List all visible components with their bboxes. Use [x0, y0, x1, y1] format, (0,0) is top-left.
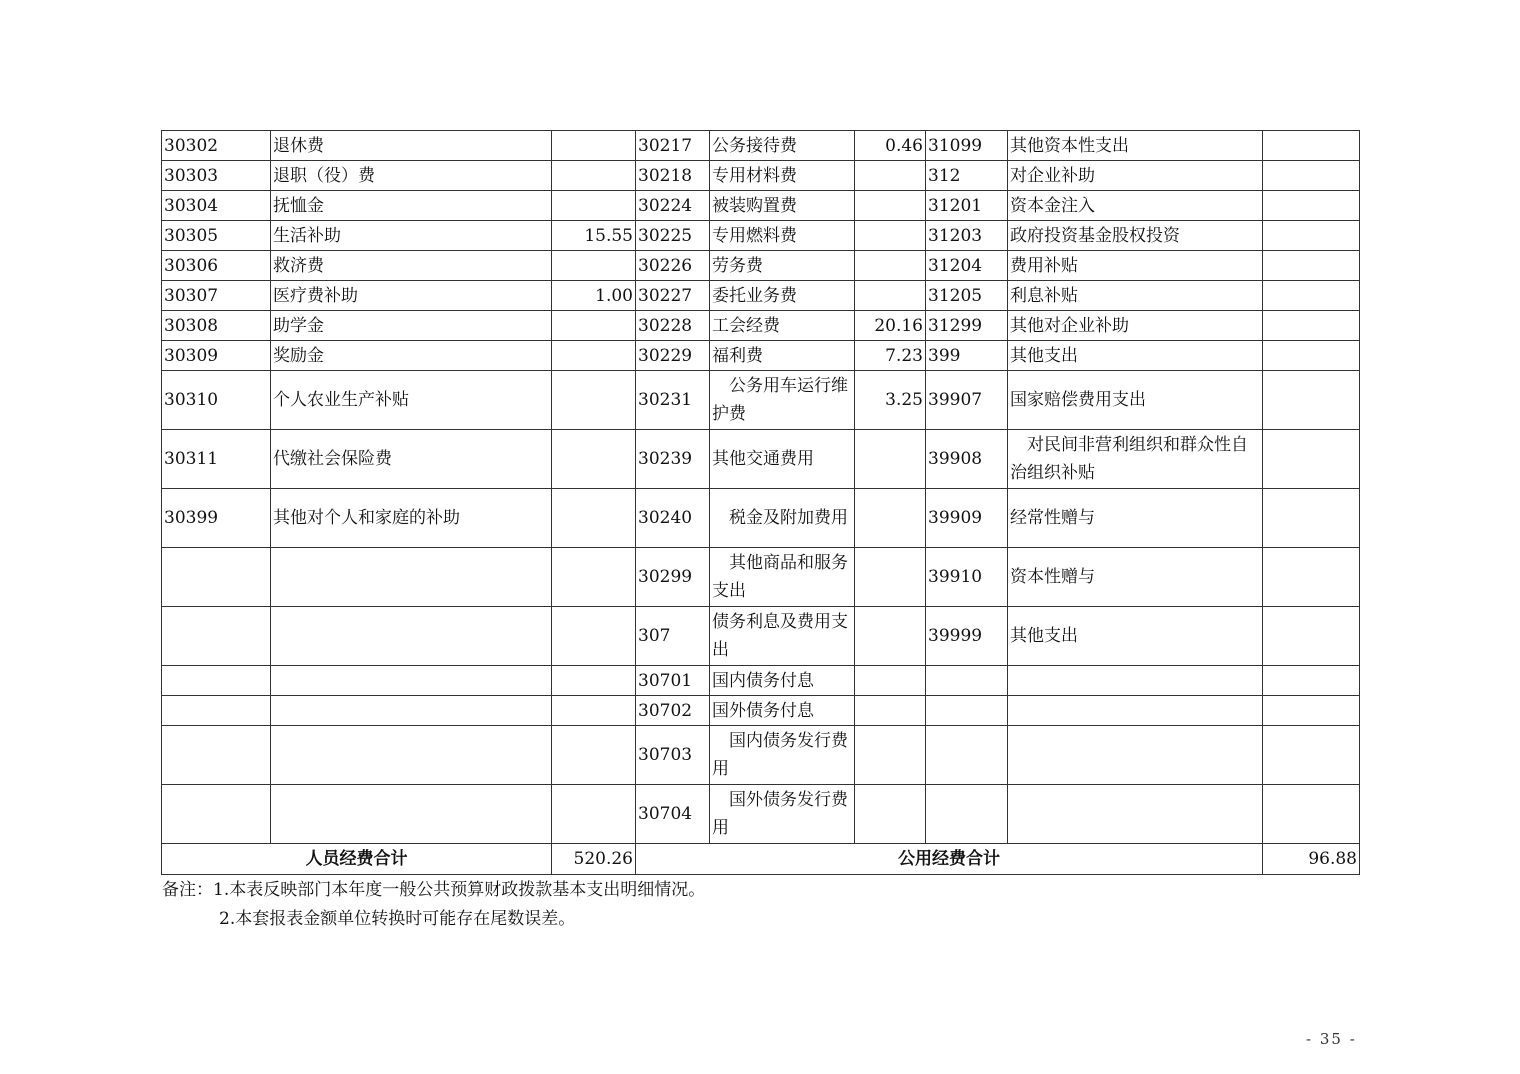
public-code: 30217 — [636, 131, 710, 161]
other-item — [1008, 726, 1263, 785]
public-item: 被装购置费 — [710, 191, 855, 221]
personnel-code: 30309 — [162, 341, 271, 371]
personnel-item: 个人农业生产补贴 — [271, 371, 552, 430]
other-item: 其他对企业补助 — [1008, 311, 1263, 341]
personnel-amount — [552, 696, 636, 726]
other-amount — [1263, 726, 1360, 785]
other-item: 国家赔偿费用支出 — [1008, 371, 1263, 430]
public-code: 30228 — [636, 311, 710, 341]
personnel-code: 30308 — [162, 311, 271, 341]
public-amount — [855, 607, 926, 666]
public-item: 其他交通费用 — [710, 430, 855, 489]
public-item: 福利费 — [710, 341, 855, 371]
personnel-item — [271, 548, 552, 607]
other-code — [926, 785, 1008, 844]
other-code: 399 — [926, 341, 1008, 371]
other-amount — [1263, 607, 1360, 666]
public-item: 专用燃料费 — [710, 221, 855, 251]
public-amount — [855, 221, 926, 251]
public-code: 30218 — [636, 161, 710, 191]
personnel-total-amount: 520.26 — [552, 844, 636, 875]
other-item: 对民间非营利组织和群众性自治组织补贴 — [1008, 430, 1263, 489]
public-item: 国外债务发行费用 — [710, 785, 855, 844]
personnel-code — [162, 548, 271, 607]
public-total-label: 公用经费合计 — [636, 844, 1263, 875]
other-amount — [1263, 191, 1360, 221]
public-code: 30231 — [636, 371, 710, 430]
personnel-code — [162, 726, 271, 785]
table-row — [162, 191, 1360, 221]
other-item: 政府投资基金股权投资 — [1008, 221, 1263, 251]
public-amount — [855, 666, 926, 696]
other-item: 其他支出 — [1008, 607, 1263, 666]
public-item: 税金及附加费用 — [710, 489, 855, 548]
table-row — [162, 666, 1360, 696]
other-item: 利息补贴 — [1008, 281, 1263, 311]
other-amount — [1263, 548, 1360, 607]
public-amount — [855, 785, 926, 844]
personnel-amount — [552, 191, 636, 221]
public-item: 劳务费 — [710, 251, 855, 281]
public-code: 30240 — [636, 489, 710, 548]
personnel-item: 退职（役）费 — [271, 161, 552, 191]
other-code: 31201 — [926, 191, 1008, 221]
public-amount — [855, 489, 926, 548]
other-amount — [1263, 131, 1360, 161]
public-item: 公务用车运行维护费 — [710, 371, 855, 430]
personnel-amount: 1.00 — [552, 281, 636, 311]
other-amount — [1263, 341, 1360, 371]
other-item — [1008, 666, 1263, 696]
other-code: 39909 — [926, 489, 1008, 548]
other-code: 39999 — [926, 607, 1008, 666]
other-amount — [1263, 371, 1360, 430]
other-item: 资本金注入 — [1008, 191, 1263, 221]
personnel-amount — [552, 161, 636, 191]
personnel-amount — [552, 341, 636, 371]
public-code: 30704 — [636, 785, 710, 844]
personnel-item: 助学金 — [271, 311, 552, 341]
public-item: 国外债务付息 — [710, 696, 855, 726]
public-code: 30226 — [636, 251, 710, 281]
personnel-item — [271, 696, 552, 726]
public-code: 30299 — [636, 548, 710, 607]
table-row — [162, 131, 1360, 161]
other-item — [1008, 785, 1263, 844]
public-amount — [855, 281, 926, 311]
public-code: 30701 — [636, 666, 710, 696]
other-amount — [1263, 311, 1360, 341]
other-code: 39910 — [926, 548, 1008, 607]
other-code: 31204 — [926, 251, 1008, 281]
public-item: 国内债务付息 — [710, 666, 855, 696]
public-amount: 0.46 — [855, 131, 926, 161]
other-code — [926, 726, 1008, 785]
public-code: 30229 — [636, 341, 710, 371]
personnel-code — [162, 696, 271, 726]
personnel-amount — [552, 489, 636, 548]
public-code: 30703 — [636, 726, 710, 785]
personnel-amount — [552, 726, 636, 785]
public-code: 307 — [636, 607, 710, 666]
other-amount — [1263, 489, 1360, 548]
personnel-code: 30306 — [162, 251, 271, 281]
personnel-item — [271, 785, 552, 844]
other-code — [926, 666, 1008, 696]
public-amount — [855, 548, 926, 607]
public-amount — [855, 726, 926, 785]
personnel-code: 30302 — [162, 131, 271, 161]
table-body — [162, 131, 1360, 875]
personnel-item: 医疗费补助 — [271, 281, 552, 311]
personnel-item: 其他对个人和家庭的补助 — [271, 489, 552, 548]
other-item: 其他资本性支出 — [1008, 131, 1263, 161]
personnel-amount — [552, 311, 636, 341]
other-item — [1008, 696, 1263, 726]
personnel-amount — [552, 251, 636, 281]
table-row — [162, 548, 1360, 607]
table-row — [162, 251, 1360, 281]
public-code: 30225 — [636, 221, 710, 251]
other-amount — [1263, 161, 1360, 191]
table-row — [162, 161, 1360, 191]
public-item: 债务利息及费用支出 — [710, 607, 855, 666]
public-code: 30239 — [636, 430, 710, 489]
other-code: 31299 — [926, 311, 1008, 341]
personnel-amount — [552, 131, 636, 161]
table-row — [162, 371, 1360, 430]
personnel-code: 30311 — [162, 430, 271, 489]
public-code: 30702 — [636, 696, 710, 726]
public-item: 公务接待费 — [710, 131, 855, 161]
public-item: 委托业务费 — [710, 281, 855, 311]
public-amount — [855, 191, 926, 221]
other-item: 经常性赠与 — [1008, 489, 1263, 548]
other-code: 39908 — [926, 430, 1008, 489]
personnel-amount — [552, 666, 636, 696]
table-row — [162, 311, 1360, 341]
table-row — [162, 607, 1360, 666]
public-amount — [855, 251, 926, 281]
page-number: - 35 - — [1306, 1030, 1357, 1048]
table-row — [162, 341, 1360, 371]
public-code: 30224 — [636, 191, 710, 221]
other-code: 312 — [926, 161, 1008, 191]
other-item: 资本性赠与 — [1008, 548, 1263, 607]
other-amount — [1263, 666, 1360, 696]
personnel-item — [271, 607, 552, 666]
totals-row — [162, 844, 1360, 875]
public-item: 专用材料费 — [710, 161, 855, 191]
public-item: 国内债务发行费用 — [710, 726, 855, 785]
personnel-item: 生活补助 — [271, 221, 552, 251]
table-row — [162, 489, 1360, 548]
other-amount — [1263, 251, 1360, 281]
other-code: 39907 — [926, 371, 1008, 430]
table-row — [162, 726, 1360, 785]
public-total-amount: 96.88 — [1263, 844, 1360, 875]
public-amount — [855, 161, 926, 191]
personnel-total-label: 人员经费合计 — [162, 844, 552, 875]
other-amount — [1263, 281, 1360, 311]
personnel-code: 30307 — [162, 281, 271, 311]
personnel-amount — [552, 785, 636, 844]
table-row — [162, 696, 1360, 726]
note-line-1: 备注：1.本表反映部门本年度一般公共预算财政拨款基本支出明细情况。 — [162, 880, 706, 900]
personnel-code: 30310 — [162, 371, 271, 430]
note-line-2: 2.本套报表金额单位转换时可能存在尾数误差。 — [219, 909, 576, 929]
other-item: 对企业补助 — [1008, 161, 1263, 191]
personnel-item: 退休费 — [271, 131, 552, 161]
other-amount — [1263, 221, 1360, 251]
public-item: 其他商品和服务支出 — [710, 548, 855, 607]
personnel-code — [162, 666, 271, 696]
personnel-code: 30305 — [162, 221, 271, 251]
personnel-item: 奖励金 — [271, 341, 552, 371]
other-code: 31203 — [926, 221, 1008, 251]
other-code: 31205 — [926, 281, 1008, 311]
personnel-item: 代缴社会保险费 — [271, 430, 552, 489]
other-code: 31099 — [926, 131, 1008, 161]
table-row — [162, 430, 1360, 489]
personnel-amount — [552, 607, 636, 666]
expenditure-detail-table — [161, 130, 1360, 875]
personnel-amount — [552, 548, 636, 607]
personnel-code: 30304 — [162, 191, 271, 221]
table-row — [162, 221, 1360, 251]
table-row — [162, 281, 1360, 311]
personnel-code: 30399 — [162, 489, 271, 548]
personnel-item: 抚恤金 — [271, 191, 552, 221]
public-amount: 20.16 — [855, 311, 926, 341]
personnel-item — [271, 726, 552, 785]
public-amount — [855, 430, 926, 489]
personnel-code — [162, 607, 271, 666]
other-amount — [1263, 430, 1360, 489]
other-amount — [1263, 696, 1360, 726]
personnel-amount: 15.55 — [552, 221, 636, 251]
table-row — [162, 785, 1360, 844]
personnel-item — [271, 666, 552, 696]
public-item: 工会经费 — [710, 311, 855, 341]
public-amount — [855, 696, 926, 726]
personnel-code: 30303 — [162, 161, 271, 191]
public-code: 30227 — [636, 281, 710, 311]
other-item: 其他支出 — [1008, 341, 1263, 371]
personnel-item: 救济费 — [271, 251, 552, 281]
other-amount — [1263, 785, 1360, 844]
other-code — [926, 696, 1008, 726]
other-item: 费用补贴 — [1008, 251, 1263, 281]
personnel-amount — [552, 430, 636, 489]
personnel-code — [162, 785, 271, 844]
public-amount: 7.23 — [855, 341, 926, 371]
personnel-amount — [552, 371, 636, 430]
public-amount: 3.25 — [855, 371, 926, 430]
